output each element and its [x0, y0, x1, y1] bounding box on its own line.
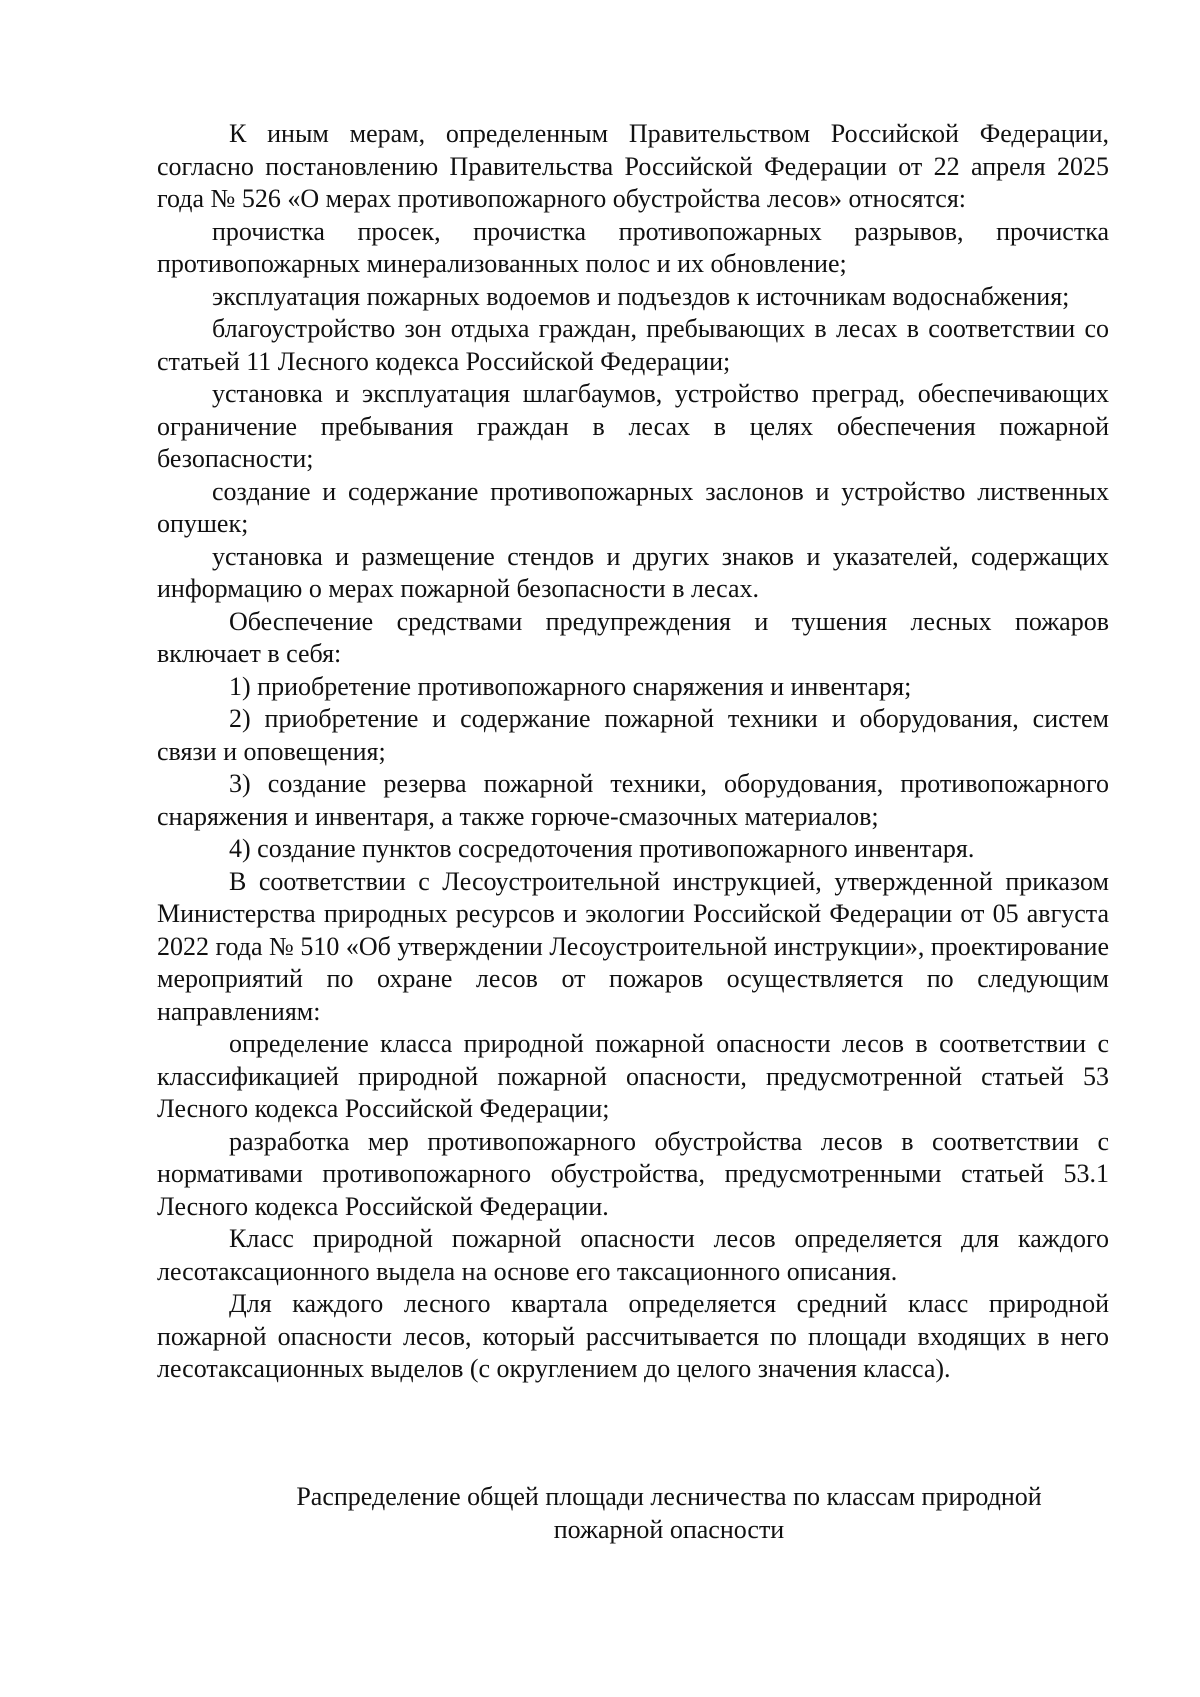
list-item: благоустройство зон отдыха граждан, пребывающих в лесах в соответствии со статьей 11 Лесного кодекса Российской Федерации; [157, 314, 1109, 376]
paragraph: Обеспечение средствами предупреждения и тушения лесных пожаров включает в себя: [157, 606, 1109, 668]
paragraph: Для каждого лесного квартала определяется средний класс природной пожарной опасности лесов, который рассчитывается по площади входящих в него лесотаксационных выделов (с округлением до целого значения класса). [157, 1289, 1109, 1383]
list-item: определение класса природной пожарной опасности лесов в соответствии с классификацией природной пожарной опасности, предусмотренной статьей 53 Лесного кодекса Российской Федерации; [157, 1029, 1109, 1123]
numbered-item: 4) создание пунктов сосредоточения противопожарного инвентаря. [229, 834, 975, 863]
list-item: создание и содержание противопожарных заслонов и устройство лиственных опушек; [157, 476, 1109, 538]
numbered-item: 2) приобретение и содержание пожарной техники и оборудования, систем связи и оповещения; [157, 704, 1109, 766]
document-body [157, 118, 1109, 1386]
numbered-item: 3) создание резерва пожарной техники, оборудования, противопожарного снаряжения и инвентаря, а также горюче-смазочных материалов; [157, 769, 1109, 831]
paragraph: К иным мерам, определенным Правительством Российской Федерации, согласно постановлению Правительства Российской Федерации от 22 апреля 2025 года № 526 «О мерах противопожарного обустройства лесов» относятся: [157, 119, 1109, 213]
caption-line-1: Распределение общей площади лесничества по классам природной [296, 1482, 1042, 1511]
paragraph: В соответствии с Лесоустроительной инструкцией, утвержденной приказом Министерства природных ресурсов и экологии Российской Федерации от 05 августа 2022 года № 510 «Об утверждении Лесоустроительной инструкции», проектирование мероприятий по охране лесов от пожаров осуществляется по следующим направлениям: [157, 866, 1109, 1026]
list-item: установка и эксплуатация шлагбаумов, устройство преград, обеспечивающих ограничение пребывания граждан в лесах в целях обеспечения пожарной безопасности; [157, 379, 1109, 473]
list-item: разработка мер противопожарного обустройства лесов в соответствии с нормативами противопожарного обустройства, предусмотренными статьей 53.1 Лесного кодекса Российской Федерации. [157, 1126, 1109, 1221]
section-caption [157, 1481, 1109, 1546]
list-item: эксплуатация пожарных водоемов и подъездов к источникам водоснабжения; [212, 281, 1070, 311]
numbered-item: 1) приобретение противопожарного снаряжения и инвентаря; [229, 671, 912, 701]
list-item: прочистка просек, прочистка противопожарных разрывов, прочистка противопожарных минерализованных полос и их обновление; [157, 216, 1109, 278]
paragraph: Класс природной пожарной опасности лесов определяется для каждого лесотаксационного выдела на основе его таксационного описания. [157, 1224, 1109, 1286]
list-item: установка и размещение стендов и других знаков и указателей, содержащих информацию о мерах пожарной безопасности в лесах. [157, 541, 1109, 603]
caption-line-2: пожарной опасности [553, 1514, 785, 1544]
